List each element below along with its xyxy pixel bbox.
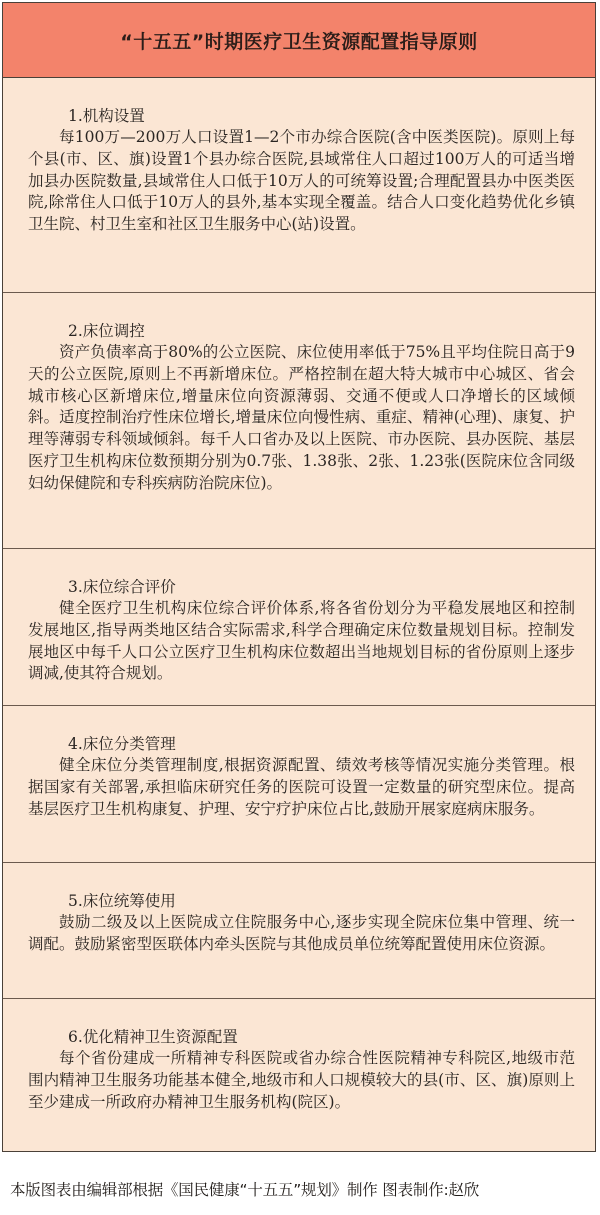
section-bed-regulation (3, 293, 595, 549)
section-title: 4.床位分类管理 (68, 735, 176, 753)
credit-line: 本版图表由编辑部根据《国民健康“十五五”规划》制作 图表制作:赵欣 (10, 1181, 480, 1199)
section-body: 健全医疗卫生机构床位综合评价体系,将各省份划分为平稳发展地区和控制发展地区,指导两类地区结合实际需求,科学合理确定床位数量规划目标。控制发展地区中每千人口公立医疗卫生机构床位数超出当地规划目标的省份原则上逐步调减,使其符合规划。 (28, 599, 575, 683)
section-body: 每100万—200万人口设置1—2个市办综合医院(含中医类医院)。原则上每个县(市、区、旗)设置1个县办综合医院,县域常住人口超过100万人的可适当增加县办医院数量,县域常住人口低于10万人的可统筹设置;合理配置县办中医类医院,除常住人口低于10万人的县外,基本实现全覆盖。结合人口变化趋势优化乡镇卫生院、村卫生室和社区卫生服务中心(站)设置。 (28, 128, 575, 234)
section-mental-health (3, 999, 595, 1151)
section-institution-setup (3, 78, 595, 293)
section-body: 每个省份建成一所精神专科医院或省办综合性医院精神专科院区,地级市范围内精神卫生服务功能基本健全,地级市和人口规模较大的县(市、区、旗)原则上至少建成一所政府办精神卫生服务机构(院区)。 (28, 1049, 575, 1111)
section-title: 3.床位综合评价 (68, 578, 176, 596)
table-header (3, 3, 595, 78)
section-body: 健全床位分类管理制度,根据资源配置、绩效考核等情况实施分类管理。根据国家有关部署,承担临床研究任务的医院可设置一定数量的研究型床位。提高基层医疗卫生机构康复、护理、安宁疗护床位占比,鼓励开展家庭病床服务。 (28, 756, 575, 818)
section-body: 鼓励二级及以上医院成立住院服务中心,逐步实现全院床位集中管理、统一调配。鼓励紧密型医联体内牵头医院与其他成员单位统筹配置使用床位资源。 (28, 913, 575, 953)
section-title: 5.床位统筹使用 (68, 892, 176, 910)
section-title: 1.机构设置 (68, 107, 145, 125)
guidelines-table (2, 2, 596, 1152)
section-body: 资产负债率高于80%的公立医院、床位使用率低于75%且平均住院日高于9天的公立医院,原则上不再新增床位。严格控制在超大特大城市中心城区、省会城市核心区新增床位,增量床位向资源薄弱、交通不便或人口净增长的区域倾斜。适度控制治疗性床位增长,增量床位向慢性病、重症、精神(心理)、康复、护理等薄弱专科领域倾斜。每千人口省办及以上医院、市办医院、县办医院、基层医疗卫生机构床位数预期分别为0.7张、1.38张、2张、1.23张(医院床位含同级妇幼保健院和专科疾病防治院床位)。 (28, 343, 575, 492)
section-bed-evaluation (3, 549, 595, 706)
section-title: 2.床位调控 (68, 322, 145, 340)
section-title: 6.优化精神卫生资源配置 (68, 1028, 238, 1046)
section-bed-coordination (3, 863, 595, 999)
table-title: “十五五”时期医疗卫生资源配置指导原则 (120, 30, 478, 53)
section-bed-classification (3, 706, 595, 863)
